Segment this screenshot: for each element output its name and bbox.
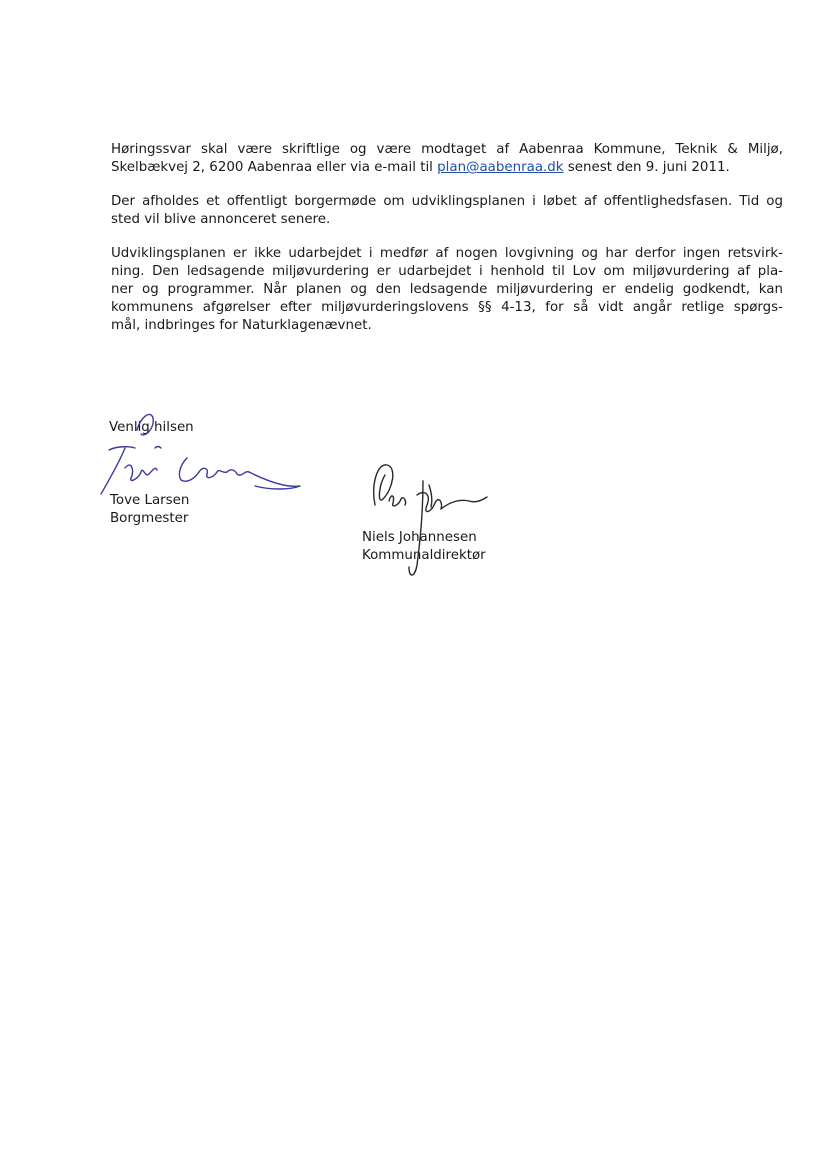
text-segment: Skelbækvej 2, 6200 Aabenraa eller via e-mail til (111, 160, 438, 175)
paragraph-line: ner og programmer. Når planen og den ledsagende miljøvurdering er endelig godkendt, kan (111, 282, 783, 297)
paragraph-hearing-responses (111, 141, 783, 177)
signatory-1-name: Tove Larsen (110, 493, 190, 508)
paragraph-line (111, 159, 783, 177)
paragraph-line: sted vil blive annonceret senere. (111, 212, 331, 227)
email-link[interactable]: plan@aabenraa.dk (437, 160, 564, 175)
paragraph-legal-effect (111, 245, 783, 335)
paragraph-line: kommunens afgørelser efter miljøvurderingslovens §§ 4-13, for så vidt angår retlige spørgs- (111, 300, 783, 315)
paragraph-line: ning. Den ledsagende miljøvurdering er udarbejdet i henhold til Lov om miljøvurdering af pla- (111, 264, 783, 279)
signatory-1-title: Borgmester (110, 511, 189, 526)
signatory-2-title: Kommunaldirektør (362, 548, 486, 563)
paragraph-citizen-meeting (111, 193, 783, 229)
paragraph-line: Der afholdes et offentligt borgermøde om udviklingsplanen i løbet af offentlighedsfasen. Tid og (111, 194, 783, 209)
signatory-2-name: Niels Johannesen (362, 530, 477, 545)
text-segment: senest den 9. juni 2011. (563, 160, 730, 175)
paragraph-line: Høringssvar skal være skriftlige og være modtaget af Aabenraa Kommune, Teknik & Miljø, (111, 142, 783, 157)
paragraph-line: mål, indbringes for Naturklagenævnet. (111, 318, 372, 333)
closing-greeting: Venlig hilsen (109, 420, 194, 435)
signature-niels-johannesen (365, 455, 495, 585)
paragraph-line: Udviklingsplanen er ikke udarbejdet i medfør af nogen lovgivning og har derfor ingen retsvirk- (111, 246, 783, 261)
